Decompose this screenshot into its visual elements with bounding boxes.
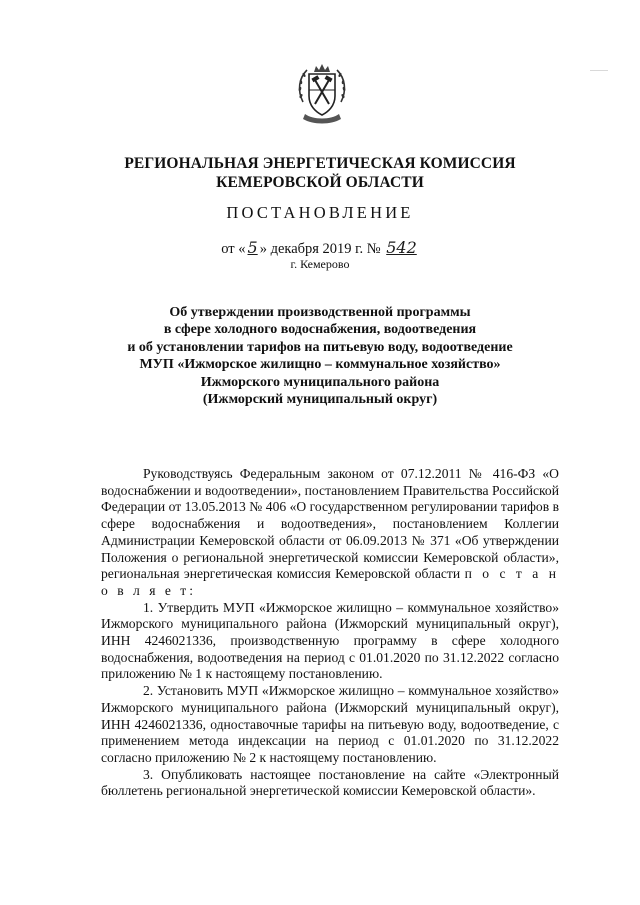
subject-line: в сфере холодного водоснабжения, водоотведения [163, 322, 477, 338]
document-type: ПОСТАНОВЛЕНИЕ [226, 203, 414, 222]
organization-name-line2: КЕМЕРОВСКОЙ ОБЛАСТИ [216, 174, 424, 191]
date-prefix: от « [221, 241, 246, 257]
preamble-paragraph [101, 466, 559, 600]
preamble-text: Руководствуясь Федеральным законом от 07.12.2011 № 416-ФЗ «О водоснабжении и водоотведении», постановлением Правительства Российской Федерации от 13.05.2013 № 406 «О государственном регулировании тарифов в сфере водоснабжения и водоотведения», постановлением Коллегии Администрации Кемеровской области от 06.09.2013 № 371 «Об утверждении Положения о региональной энергетической комиссии Кемеровской области», региональная энергетическая комиссия Кемеровской области [101, 466, 559, 582]
item-3-paragraph: 3. Опубликовать настоящее постановление на сайте «Электронный бюллетень региональной энергетической комиссии Кемеровской области». [101, 766, 559, 799]
document-city: г. Кемерово [290, 257, 350, 271]
item-2-paragraph: 2. Установить МУП «Ижморское жилищно – коммунальное хозяйство» Ижморского муниципального района (Ижморский муниципальный округ), ИНН 4246021336, одноставочные тарифы на питьевую воду, водоотведение, с применением метода индексации на период с 01.01.2020 по 31.12.2022 согласно приложению № 2 к настоящему постановлению. [101, 683, 559, 765]
subject-line: МУП «Ижморское жилищно – коммунальное хозяйство» [139, 357, 501, 373]
item-1-paragraph: 1. Утвердить МУП «Ижморское жилищно – коммунальное хозяйство» Ижморского муниципального района (Ижморский муниципальный округ), ИНН 4246021336, производственную программу в сфере холодного водоснабжения, водоотведения на период с 01.01.2020 по 31.12.2022 согласно приложению № 1 к настоящему постановлению. [101, 599, 559, 682]
subject-line: Ижморского муниципального района [200, 374, 440, 390]
subject-line: (Ижморский муниципальный округ) [202, 392, 438, 408]
scan-artifact [590, 70, 608, 71]
date-middle: » декабря 2019 г. № [259, 241, 381, 257]
document-body [101, 466, 559, 800]
document-subject [60, 304, 580, 408]
document-number: 542 [386, 238, 417, 257]
coat-of-arms-icon [295, 62, 349, 126]
subject-line: Об утверждении производственной программы [169, 305, 471, 320]
document-date-line [0, 238, 640, 258]
organization-name-line1: РЕГИОНАЛЬНАЯ ЭНЕРГЕТИЧЕСКАЯ КОМИССИЯ [124, 155, 516, 172]
resolves-text: п о с т а н о в л я е т: [101, 566, 559, 598]
date-day: 5 [247, 238, 258, 257]
subject-line: и об установлении тарифов на питьевую воду, водоотведение [127, 339, 513, 355]
